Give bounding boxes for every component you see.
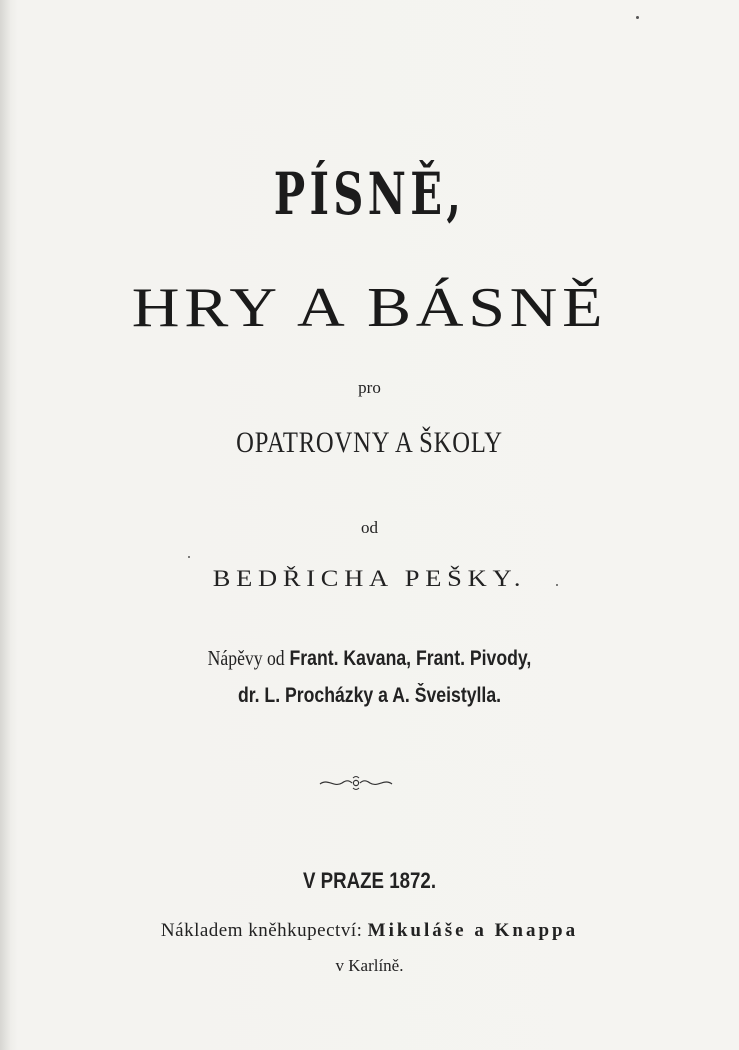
author-name: BEDŘICHA PEŠKY. [212, 566, 527, 591]
melodies-line-2: dr. L. Procházky a A. Šveistylla. [237, 684, 502, 707]
publisher-lead: Nákladem kněhkupectví: [160, 920, 363, 941]
melodies-lead: Nápěvy od [207, 646, 285, 670]
place-and-year: V PRAZE 1872. [302, 868, 437, 893]
pro-text: pro [358, 378, 381, 397]
publisher-line [0, 920, 739, 942]
publisher-name: Mikuláše a Knappa [367, 920, 579, 941]
paper-speck [188, 556, 190, 558]
title-line-2: HRY A BÁSNĚ [131, 277, 608, 339]
melodies-composers: Frant. Kavana, Frant. Pivody, [289, 647, 532, 670]
subtitle: OPATROVNY A ŠKOLY [236, 426, 503, 459]
melodies-line-1 [59, 646, 680, 671]
decorative-flourish-icon [318, 774, 394, 792]
title-line-1: PÍSNĚ, [273, 160, 466, 228]
publisher-place: v Karlíně. [335, 956, 404, 975]
paper-speck [636, 16, 639, 19]
paper-speck [556, 584, 558, 586]
od-text: od [361, 518, 378, 537]
